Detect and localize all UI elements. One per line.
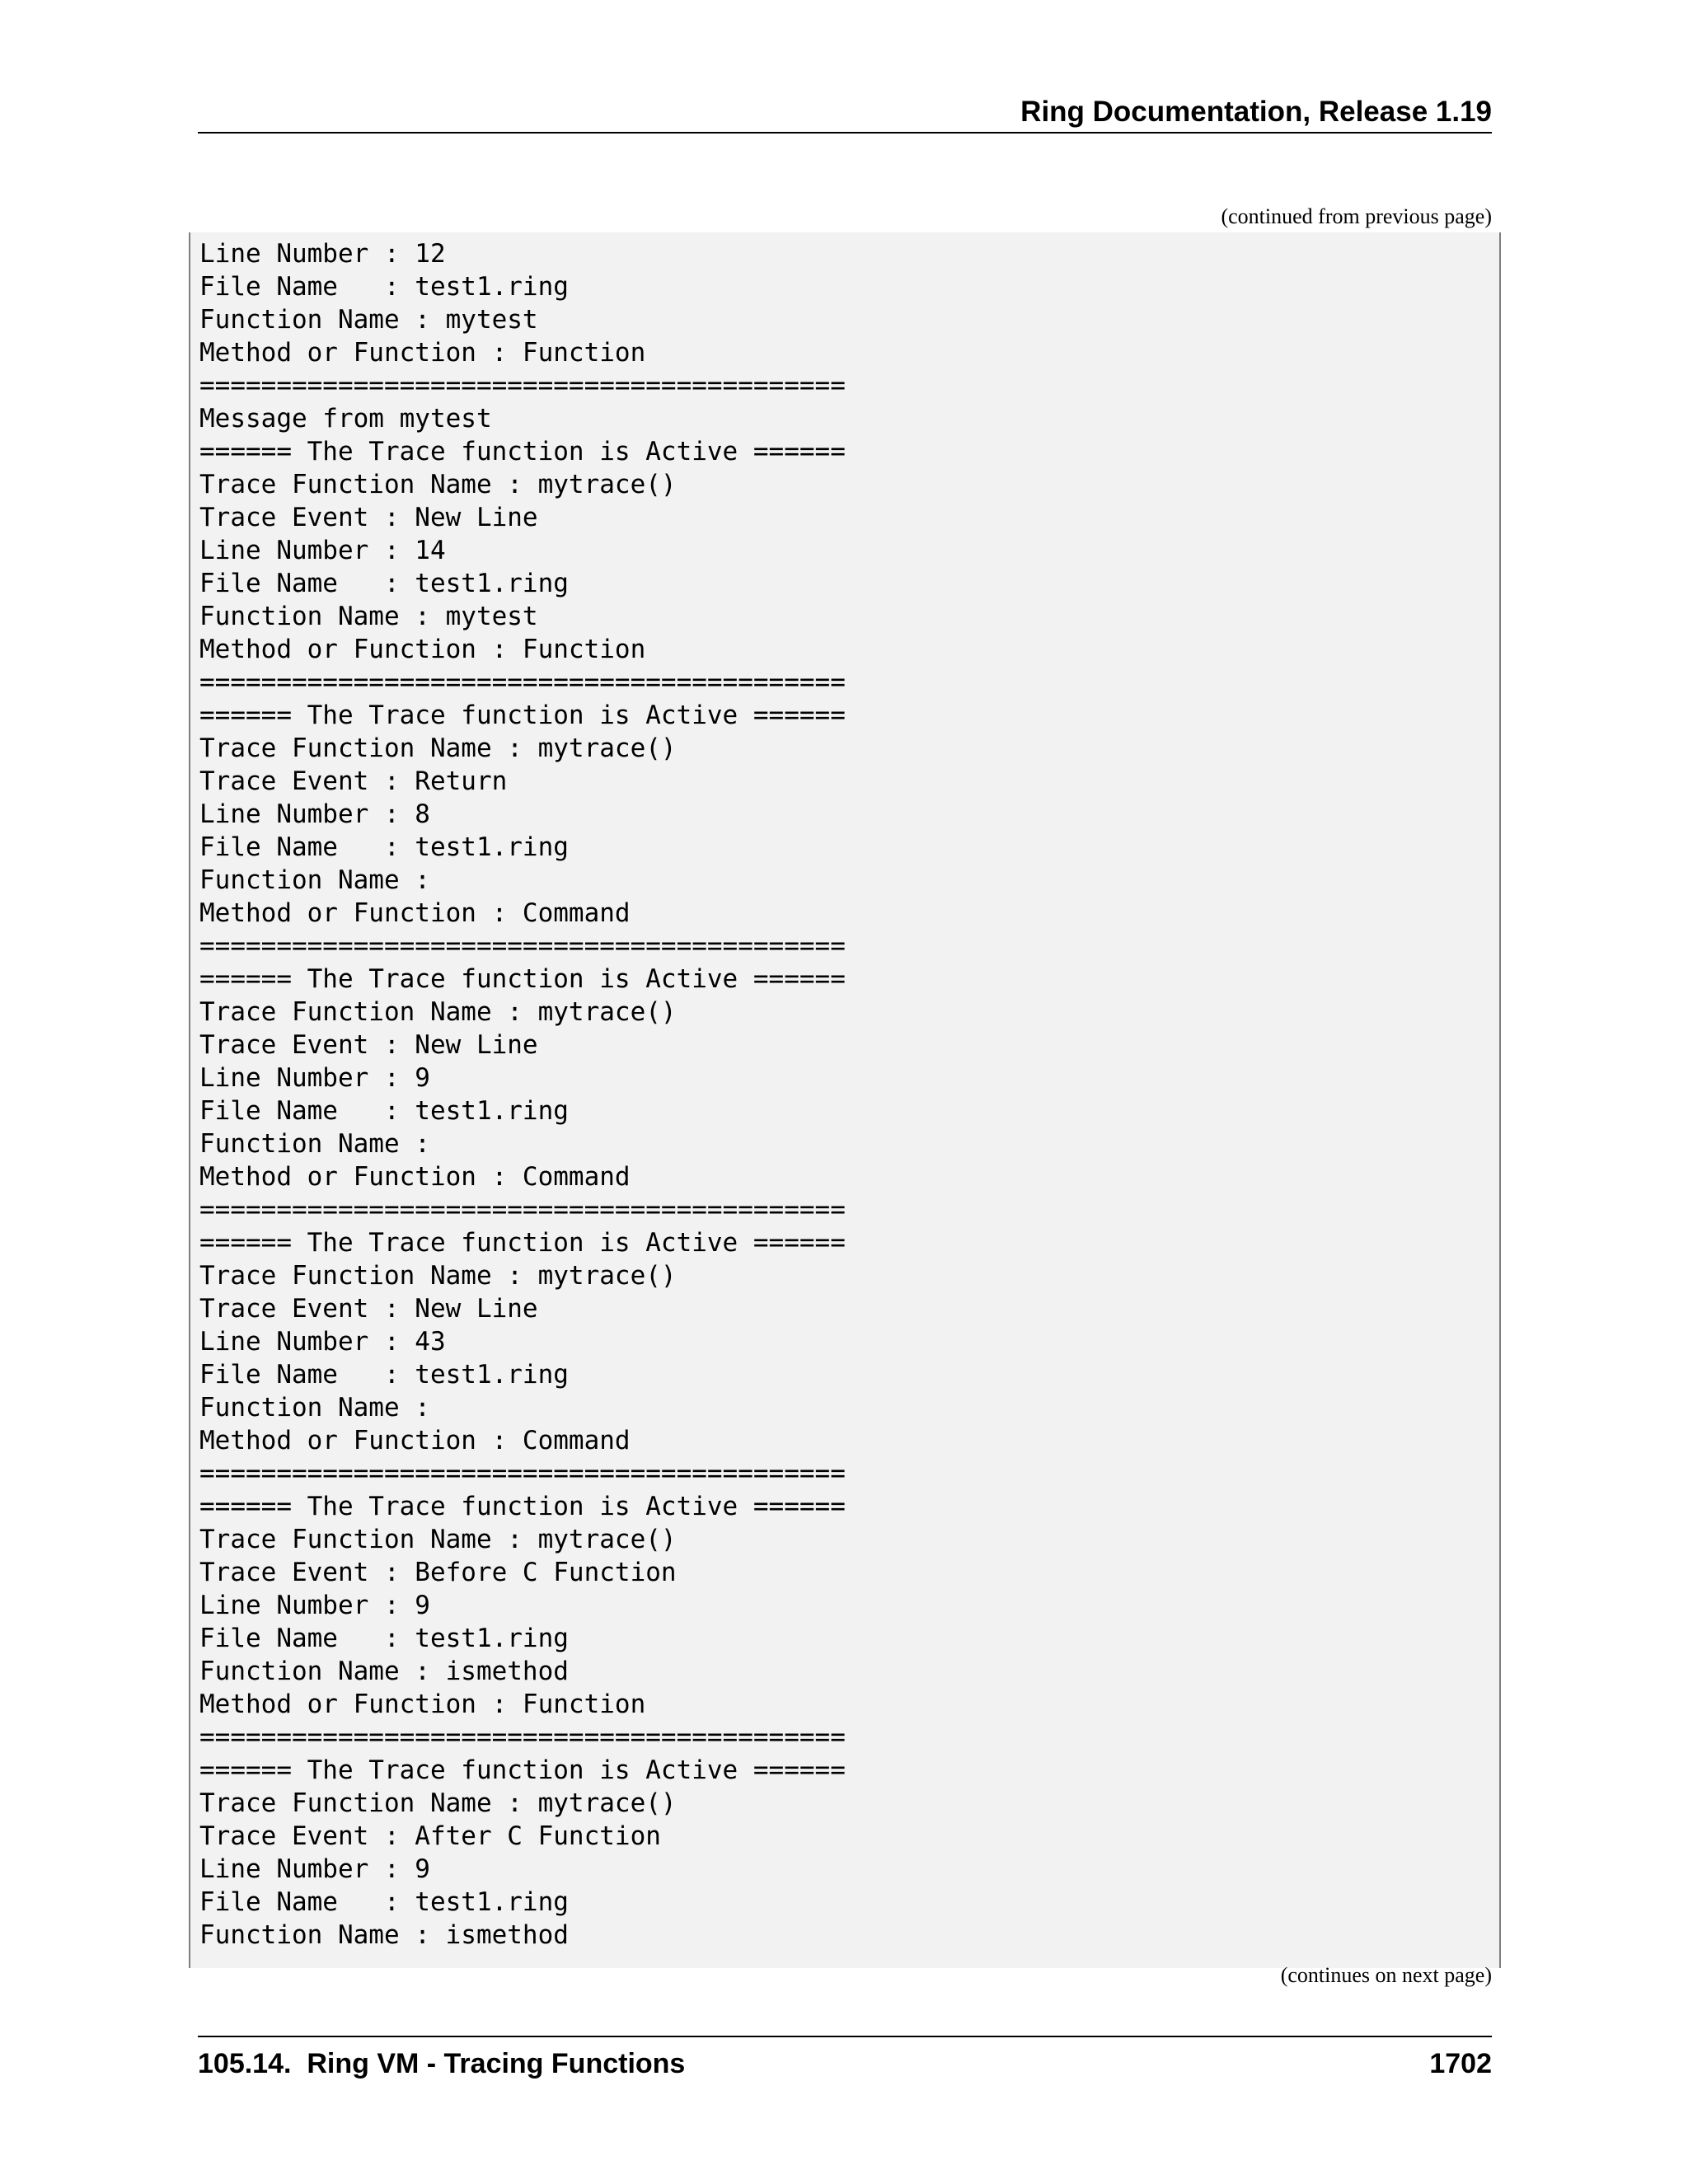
code-line: Trace Function Name : mytrace() <box>199 733 677 763</box>
code-line: Function Name : <box>199 1129 430 1159</box>
code-line: ====== The Trace function is Active ====== <box>199 964 846 994</box>
code-line: File Name : test1.ring <box>199 272 569 302</box>
document-title: Ring Documentation, Release 1.19 <box>1020 96 1492 128</box>
code-line: Function Name : ismethod <box>199 1920 569 1950</box>
code-line: Function Name : ismethod <box>199 1657 569 1686</box>
code-line: Message from mytest <box>199 404 492 434</box>
code-line: Trace Event : New Line <box>199 1294 538 1324</box>
page-number: 1702 <box>1429 2048 1492 2079</box>
code-lines <box>199 237 846 1952</box>
code-line: Line Number : 14 <box>199 536 446 565</box>
code-line: Function Name : <box>199 1393 430 1422</box>
code-line: Method or Function : Function <box>199 635 646 664</box>
page-footer <box>198 2036 1492 2087</box>
section-title: 105.14. Ring VM - Tracing Functions <box>198 2048 686 2079</box>
code-line: Trace Event : Before C Function <box>199 1558 677 1587</box>
code-line: File Name : test1.ring <box>199 1624 569 1653</box>
code-line: Trace Event : After C Function <box>199 1821 661 1851</box>
code-line: File Name : test1.ring <box>199 1360 569 1390</box>
code-line: Method or Function : Command <box>199 898 631 928</box>
code-line: ========================================== <box>199 1722 846 1752</box>
code-line: Trace Function Name : mytrace() <box>199 470 677 499</box>
code-line: Line Number : 43 <box>199 1327 446 1357</box>
code-line: Trace Function Name : mytrace() <box>199 1788 677 1818</box>
code-line: File Name : test1.ring <box>199 832 569 862</box>
code-line: File Name : test1.ring <box>199 1096 569 1126</box>
code-line: File Name : test1.ring <box>199 569 569 598</box>
code-line: Line Number : 8 <box>199 799 430 829</box>
code-line: ========================================== <box>199 1195 846 1225</box>
code-block <box>189 232 1501 1968</box>
code-line: Function Name : mytest <box>199 602 538 631</box>
code-line: Method or Function : Function <box>199 338 646 368</box>
code-line: Method or Function : Command <box>199 1162 631 1192</box>
code-line: ========================================== <box>199 931 846 961</box>
code-line: Method or Function : Function <box>199 1690 646 1719</box>
code-line: Line Number : 9 <box>199 1063 430 1093</box>
code-line: Function Name : <box>199 865 430 895</box>
continued-from-previous-note: (continued from previous page) <box>1221 204 1492 228</box>
code-line: Trace Event : Return <box>199 766 508 796</box>
code-line: Trace Function Name : mytrace() <box>199 1261 677 1291</box>
code-line: ========================================== <box>199 371 846 401</box>
code-line: Function Name : mytest <box>199 305 538 335</box>
code-line: ========================================== <box>199 668 846 697</box>
code-line: ====== The Trace function is Active ====== <box>199 1492 846 1521</box>
page-header <box>198 89 1492 134</box>
code-line: Line Number : 12 <box>199 239 446 269</box>
code-line: ====== The Trace function is Active ====== <box>199 701 846 730</box>
code-line: Trace Event : New Line <box>199 1030 538 1060</box>
code-line: Trace Function Name : mytrace() <box>199 997 677 1027</box>
code-line: Line Number : 9 <box>199 1591 430 1620</box>
code-line: ====== The Trace function is Active ====== <box>199 1228 846 1258</box>
code-line: File Name : test1.ring <box>199 1887 569 1917</box>
code-line: Trace Function Name : mytrace() <box>199 1525 677 1554</box>
code-line: ========================================== <box>199 1459 846 1488</box>
code-line: ====== The Trace function is Active ====== <box>199 1755 846 1785</box>
code-line: Trace Event : New Line <box>199 503 538 532</box>
code-line: Line Number : 9 <box>199 1854 430 1884</box>
code-line: Method or Function : Command <box>199 1426 631 1455</box>
continues-on-next-note: (continues on next page) <box>1280 1963 1492 1987</box>
code-line: ====== The Trace function is Active ====== <box>199 437 846 466</box>
